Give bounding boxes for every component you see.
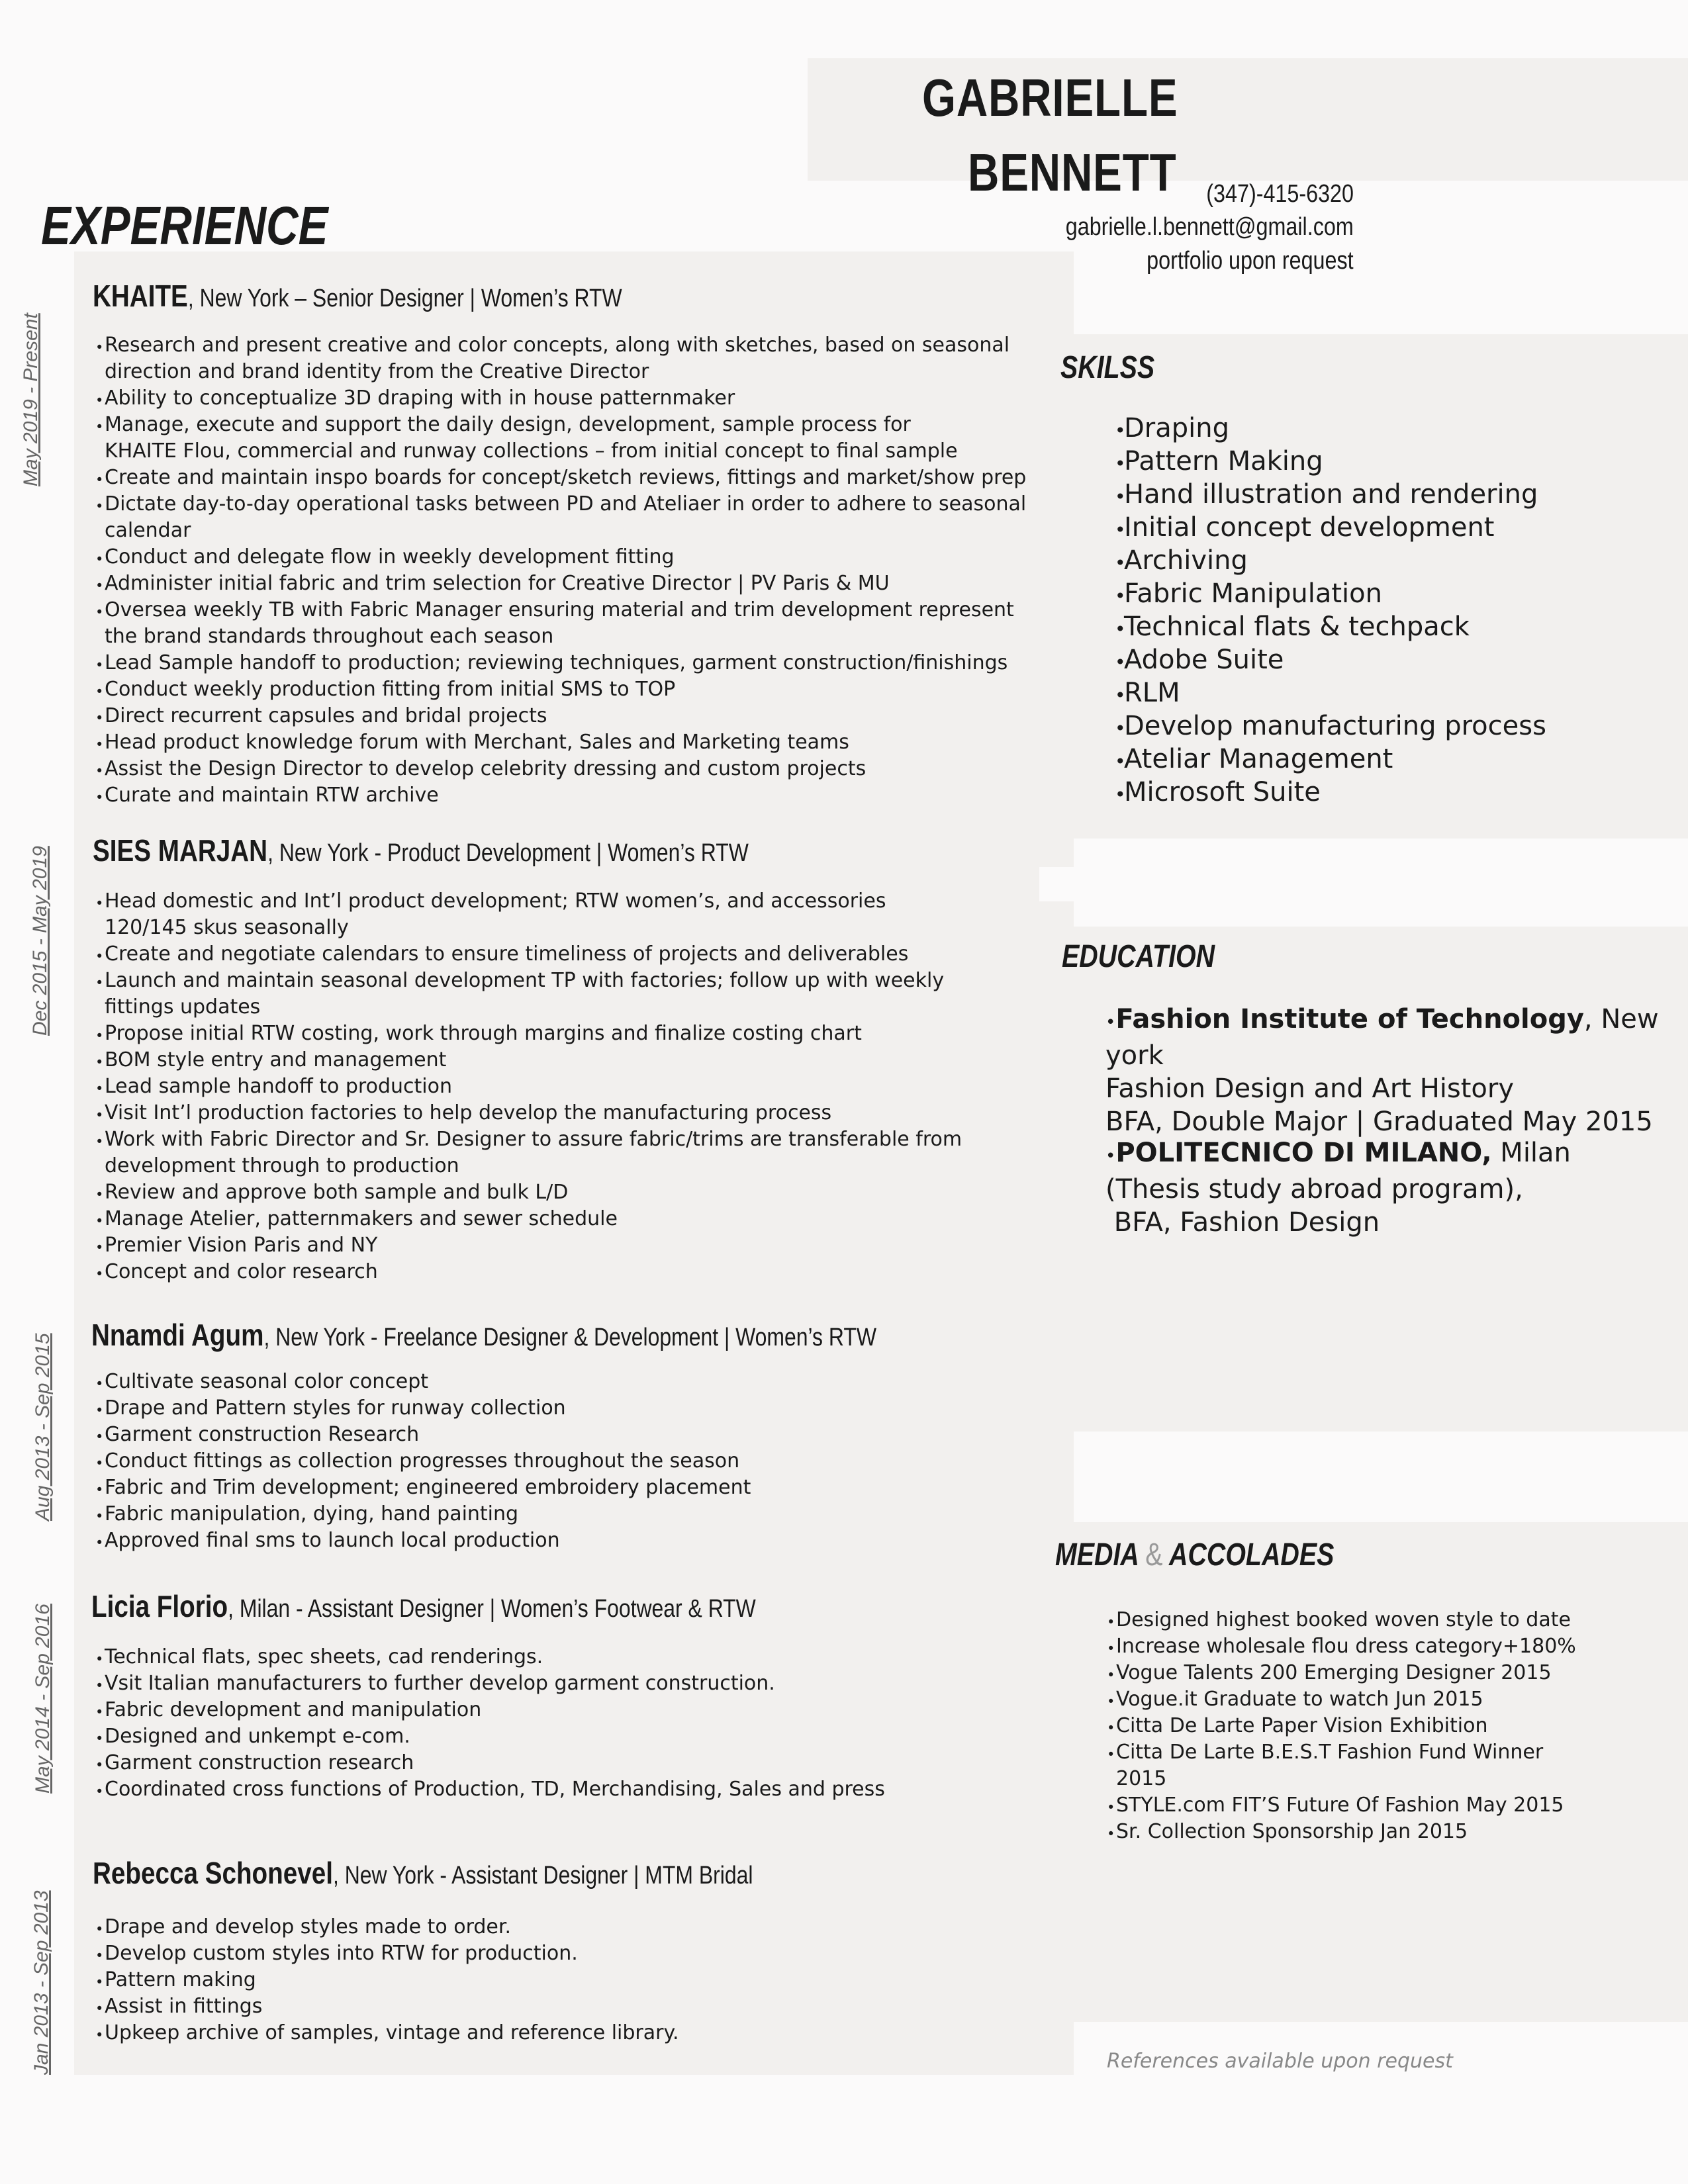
job-dates: Aug 2013 - Sep 2015 <box>32 1333 54 1521</box>
list-item: • Conduct fittings as collection progresses throughout the season <box>98 1448 1051 1475</box>
job-heading <box>91 1588 756 1624</box>
list-item: • Lead Sample handoff to production; reviewing techniques, garment construction/finishings <box>98 650 1051 676</box>
list-item: • Draping <box>1117 412 1660 445</box>
job-heading <box>93 833 749 868</box>
job-detail: , New York - Assistant Designer | MTM Bridal <box>332 1862 753 1889</box>
list-item: • Conduct and delegate flow in weekly development fitting <box>98 544 1051 570</box>
list-item: • Fabric development and manipulation <box>98 1697 1051 1723</box>
list-item: • Administer initial fabric and trim selection for Creative Director | PV Paris & MU <box>98 570 1051 597</box>
job-heading <box>91 1317 876 1353</box>
list-item: • Drape and Pattern styles for runway collection <box>98 1395 1051 1422</box>
job-company: Licia Florio <box>91 1589 228 1623</box>
list-item: • Curate and maintain RTW archive <box>98 782 1051 809</box>
education-heading: EDUCATION <box>1062 939 1215 974</box>
list-item: • Approved final sms to launch local production <box>98 1527 1051 1554</box>
list-item: • Manage, execute and support the daily design, development, sample process for KHAITE Flou, commercial and runway collections – from initial concept to final sample <box>98 412 1051 465</box>
references-note: References available upon request <box>1107 2050 1453 2073</box>
list-item: • Designed highest booked woven style to date <box>1109 1607 1599 1633</box>
list-item: • Pattern making <box>98 1967 1051 1993</box>
job-detail: , New York - Product Development | Women’s RTW <box>267 839 749 867</box>
education-school-2 <box>1105 1136 1675 1239</box>
list-item: • Assist in fittings <box>98 1993 1051 2020</box>
school-program: Fashion Design and Art History <box>1105 1073 1514 1104</box>
list-item: • Create and negotiate calendars to ensure timeliness of projects and deliverables <box>98 941 1018 968</box>
list-item: • Visit Int’l production factories to help develop the manufacturing process <box>98 1100 1018 1126</box>
job-company: Rebecca Schonevel <box>93 1856 333 1890</box>
list-item: • Ateliar Management <box>1117 743 1660 776</box>
list-item: • Initial concept development <box>1117 511 1660 544</box>
list-item: • Vsit Italian manufacturers to further develop garment construction. <box>98 1670 1051 1697</box>
list-item: • Garment construction Research <box>98 1422 1051 1448</box>
list-item: • Hand illustration and rendering <box>1117 478 1660 511</box>
contact-phone: (347)-415-6320 <box>1206 180 1354 208</box>
list-item: • Cultivate seasonal color concept <box>98 1369 1051 1395</box>
list-item: • RLM <box>1117 676 1660 709</box>
job-dates: Dec 2015 - May 2019 <box>29 846 51 1036</box>
list-item: • Vogue Talents 200 Emerging Designer 2015 <box>1109 1660 1599 1686</box>
contact-email: gabrielle.l.bennett@gmail.com <box>1066 213 1354 241</box>
list-item: • Increase wholesale flou dress category+180% <box>1109 1633 1599 1660</box>
list-item: • Head product knowledge forum with Merchant, Sales and Marketing teams <box>98 729 1051 756</box>
media-list <box>1109 1607 1599 1845</box>
contact-portfolio: portfolio upon request <box>1147 247 1354 275</box>
school-name: Fashion Institute of Technology <box>1115 1004 1584 1034</box>
skills-heading: SKILSS <box>1060 350 1155 385</box>
bullet-dot: • <box>1105 1013 1116 1032</box>
list-item: • Pattern Making <box>1117 445 1660 478</box>
media-heading-b: ACCOLADES <box>1169 1537 1335 1572</box>
list-item: • Develop manufacturing process <box>1117 709 1660 743</box>
list-item: • Oversea weekly TB with Fabric Manager ensuring material and trim development represent the brand standards throughout each season <box>98 597 1051 650</box>
job-company: SIES MARJAN <box>93 833 268 868</box>
job-dates: Jan 2013 - Sep 2013 <box>30 1890 52 2075</box>
skills-list <box>1117 412 1660 809</box>
list-item: • STYLE.com FIT’S Future Of Fashion May 2015 <box>1109 1792 1599 1819</box>
list-item: • Head domestic and Int’l product development; RTW women’s, and accessories 120/145 skus seasonally <box>98 888 1018 941</box>
experience-heading: EXPERIENCE <box>41 196 328 256</box>
list-item: • Adobe Suite <box>1117 643 1660 676</box>
job-bullets <box>98 1644 1051 1803</box>
job-detail: , New York - Freelance Designer & Development | Women’s RTW <box>263 1324 876 1351</box>
list-item: • Develop custom styles into RTW for production. <box>98 1940 1051 1967</box>
job-bullets <box>98 1369 1051 1554</box>
school-city: , New york <box>1105 1004 1659 1071</box>
job-bullets <box>98 1914 1051 2046</box>
list-item: • BOM style entry and management <box>98 1047 1018 1073</box>
list-item: • Research and present creative and color concepts, along with sketches, based on seasonal direction and brand identity from the Creative Director <box>98 332 1051 385</box>
school-program: (Thesis study abroad program), <box>1105 1174 1523 1205</box>
last-name: BENNETT <box>968 143 1177 202</box>
list-item: • Garment construction research <box>98 1750 1051 1776</box>
list-item: • Fabric and Trim development; engineered embroidery placement <box>98 1475 1051 1501</box>
list-item: • Upkeep archive of samples, vintage and reference library. <box>98 2020 1051 2046</box>
list-item: • Propose initial RTW costing, work through margins and finalize costing chart <box>98 1021 1018 1047</box>
job-dates: May 2019 - Present <box>20 313 42 486</box>
job-detail: , New York – Senior Designer | Women’s RTW <box>187 285 622 312</box>
school-name: POLITECNICO DI MILANO, <box>1115 1138 1492 1168</box>
list-item: • Fabric Manipulation <box>1117 577 1660 610</box>
list-item: • Sr. Collection Sponsorship Jan 2015 <box>1109 1819 1599 1845</box>
list-item: • Ability to conceptualize 3D draping with in house patternmaker <box>98 385 1051 412</box>
list-item: • Premier Vision Paris and NY <box>98 1232 1018 1259</box>
job-heading <box>93 278 622 314</box>
list-item: • Technical flats, spec sheets, cad renderings. <box>98 1644 1051 1670</box>
job-company: KHAITE <box>93 279 188 313</box>
list-item: • Work with Fabric Director and Sr. Designer to assure fabric/trims are transferable from development through to production <box>98 1126 1018 1179</box>
school-degree: BFA, Fashion Design <box>1105 1207 1380 1238</box>
list-item: • Citta De Larte B.E.S.T Fashion Fund Winner 2015 <box>1109 1739 1599 1792</box>
media-heading-a: MEDIA <box>1055 1537 1139 1572</box>
school-degree: BFA, Double Major | Graduated May 2015 <box>1105 1107 1653 1137</box>
job-heading <box>93 1855 753 1891</box>
list-item: • Review and approve both sample and bulk L/D <box>98 1179 1018 1206</box>
list-item: • Microsoft Suite <box>1117 776 1660 809</box>
list-item: • Assist the Design Director to develop celebrity dressing and custom projects <box>98 756 1051 782</box>
list-item: • Archiving <box>1117 544 1660 577</box>
list-item: • Create and maintain inspo boards for concept/sketch reviews, fittings and market/show prep <box>98 465 1051 491</box>
list-item: • Conduct weekly production fitting from initial SMS to TOP <box>98 676 1051 703</box>
list-item: • Coordinated cross functions of Production, TD, Merchandising, Sales and press <box>98 1776 1051 1803</box>
experience-panel-tab-1 <box>1039 867 1074 901</box>
list-item: • Direct recurrent capsules and bridal projects <box>98 703 1051 729</box>
job-bullets <box>98 888 1018 1285</box>
list-item: • Citta De Larte Paper Vision Exhibition <box>1109 1713 1599 1739</box>
list-item: • Dictate day-to-day operational tasks between PD and Ateliaer in order to adhere to seasonal calendar <box>98 491 1051 544</box>
education-school-1 <box>1105 1003 1675 1138</box>
list-item: • Designed and unkempt e-com. <box>98 1723 1051 1750</box>
school-city: Milan <box>1491 1138 1571 1168</box>
bullet-dot: • <box>1105 1146 1116 1166</box>
list-item: • Lead sample handoff to production <box>98 1073 1018 1100</box>
list-item: • Technical flats & techpack <box>1117 610 1660 643</box>
job-bullets <box>98 332 1051 809</box>
job-dates: May 2014 - Sep 2016 <box>32 1604 54 1794</box>
list-item: • Fabric manipulation, dying, hand painting <box>98 1501 1051 1527</box>
media-heading <box>1055 1537 1334 1573</box>
list-item: • Vogue.it Graduate to watch Jun 2015 <box>1109 1686 1599 1713</box>
list-item: • Launch and maintain seasonal development TP with factories; follow up with weekly fittings updates <box>98 968 1018 1021</box>
job-detail: , Milan - Assistant Designer | Women’s Footwear & RTW <box>228 1595 756 1623</box>
media-heading-amp: & <box>1145 1537 1163 1572</box>
list-item: • Concept and color research <box>98 1259 1018 1285</box>
first-name: GABRIELLE <box>922 68 1178 127</box>
list-item: • Manage Atelier, patternmakers and sewer schedule <box>98 1206 1018 1232</box>
list-item: • Drape and develop styles made to order. <box>98 1914 1051 1940</box>
job-company: Nnamdi Agum <box>91 1318 264 1352</box>
